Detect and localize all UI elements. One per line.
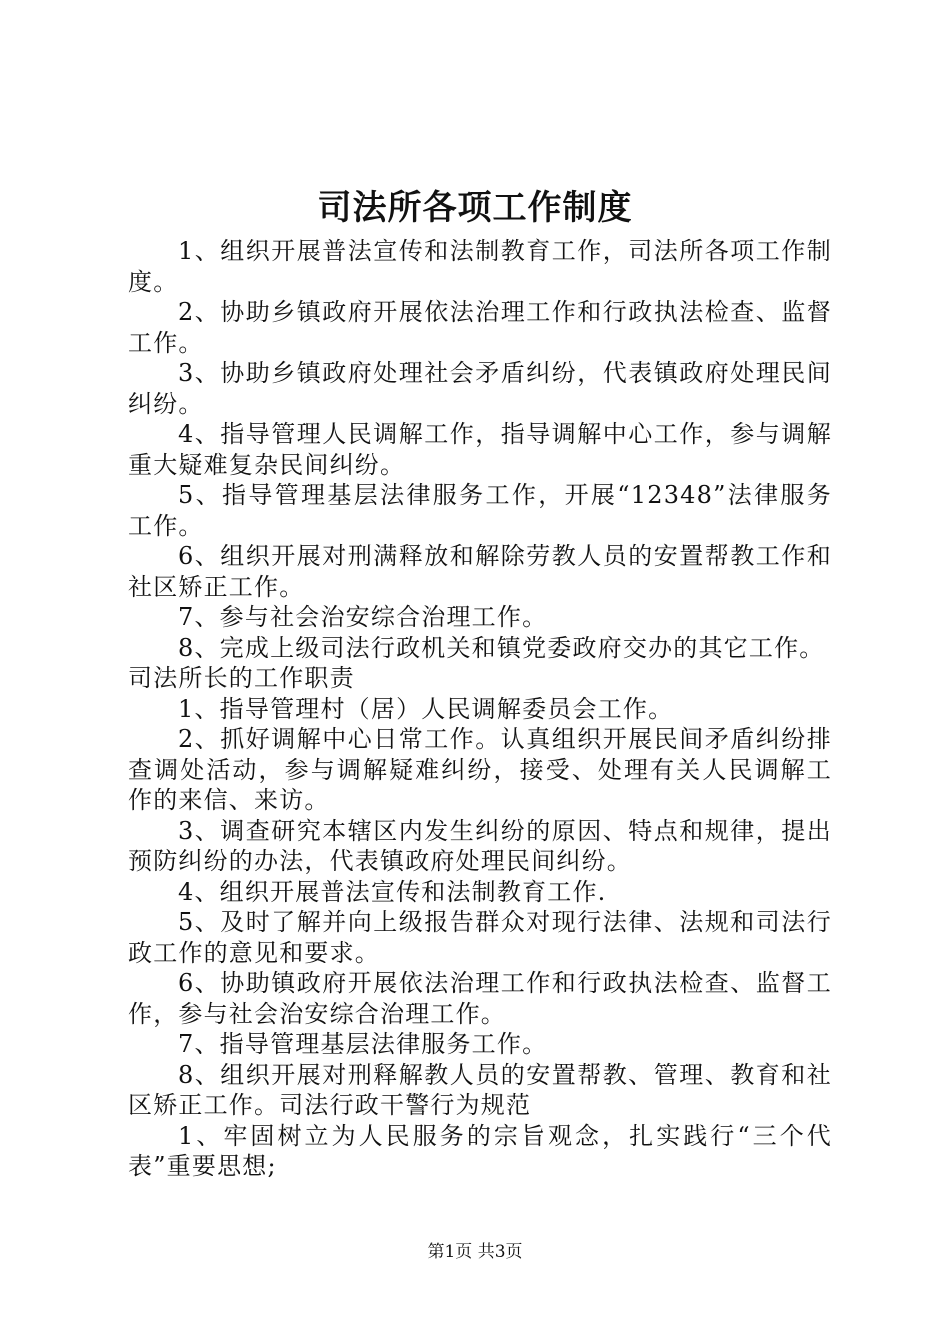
- paragraph: 7、参与社会治安综合治理工作。: [178, 603, 548, 631]
- paragraph: 2、协助乡镇政府开展依法治理工作和行政执法检查、监督工作。: [128, 298, 832, 357]
- paragraph: 3、调查研究本辖区内发生纠纷的原因、特点和规律，提出预防纠纷的办法，代表镇政府处理民间纠纷。: [128, 816, 832, 875]
- paragraph: 8、完成上级司法行政机关和镇党委政府交办的其它工作。: [178, 633, 825, 662]
- paragraph: 4、组织开展普法宣传和法制教育工作.: [178, 877, 607, 906]
- paragraph: 5、及时了解并向上级报告群众对现行法律、法规和司法行政工作的意见和要求。: [128, 908, 832, 967]
- paragraph: 7、指导管理基层法律服务工作。: [178, 1030, 548, 1058]
- document-body: [128, 236, 832, 1182]
- paragraph: 6、协助镇政府开展依法治理工作和行政执法检查、监督工作，参与社会治安综合治理工作。: [128, 969, 832, 1028]
- paragraph: 4、指导管理人民调解工作，指导调解中心工作，参与调解重大疑难复杂民间纠纷。: [128, 420, 832, 479]
- paragraph: 1、牢固树立为人民服务的宗旨观念，扎实践行“三个代表”重要思想;: [128, 1121, 832, 1180]
- paragraph: 3、协助乡镇政府处理社会矛盾纠纷，代表镇政府处理民间纠纷。: [128, 359, 832, 418]
- page-footer: 第1页 共3页: [427, 1242, 523, 1262]
- paragraph: 1、组织开展普法宣传和法制教育工作，司法所各项工作制度。: [128, 237, 832, 296]
- paragraph: 1、指导管理村（居）人民调解委员会工作。: [178, 694, 674, 723]
- paragraph: 8、组织开展对刑释解教人员的安置帮教、管理、教育和社区矫正工作。司法行政干警行为规范: [128, 1060, 832, 1119]
- section-heading: 司法所长的工作职责: [128, 664, 355, 692]
- paragraph: 6、组织开展对刑满释放和解除劳教人员的安置帮教工作和社区矫正工作。: [128, 542, 832, 601]
- paragraph: 5、指导管理基层法律服务工作，开展“12348”法律服务工作。: [128, 481, 832, 540]
- document-title: 司法所各项工作制度: [317, 188, 633, 228]
- paragraph: 2、抓好调解中心日常工作。认真组织开展民间矛盾纠纷排查调处活动，参与调解疑难纠纷，接受、处理有关人民调解工作的来信、来访。: [128, 725, 832, 814]
